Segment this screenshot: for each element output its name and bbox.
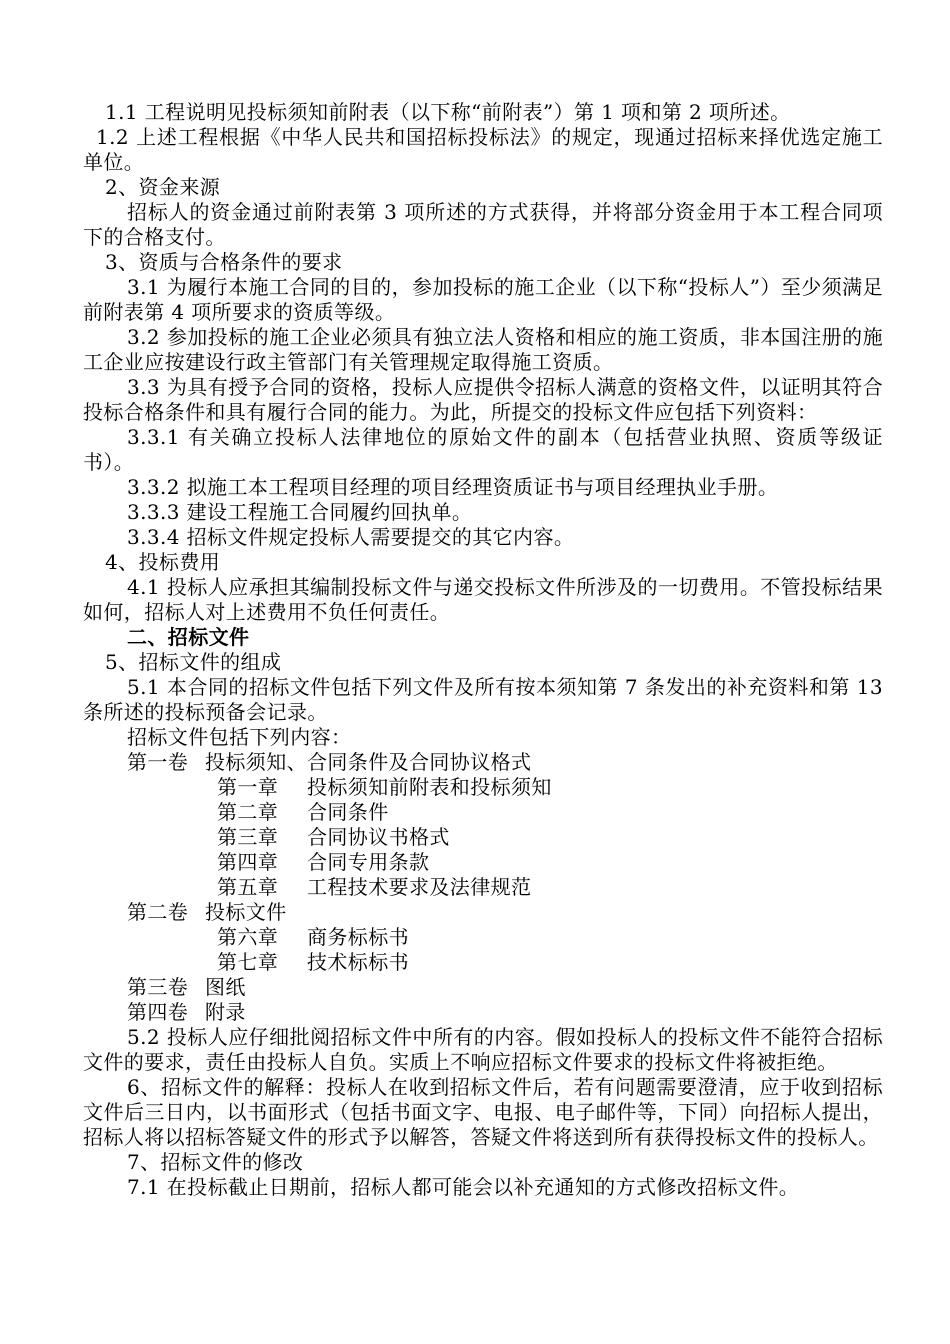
paragraph: 3、资质与合格条件的要求: [105, 250, 343, 274]
chapter-entry: [83, 925, 883, 950]
volume-entry: [83, 750, 883, 775]
chapter-title: 合同专用条款: [307, 850, 430, 874]
chapter-title: 商务标标书: [307, 925, 409, 949]
volume-label: 第二卷: [127, 900, 189, 924]
paragraph: 7.1 在投标截止日期前，招标人都可能会以补充通知的方式修改招标文件。: [127, 1175, 800, 1199]
paragraph: 4、投标费用: [105, 550, 221, 574]
volume-label: 第一卷: [127, 750, 189, 774]
paragraph: 6、招标文件的解释：投标人在收到招标文件后，若有问题需要澄清，应于收到招标文件后三日内，以书面形式（包括书面文字、电报、电子邮件等，下同）向招标人提出，招标人将以招标答疑文件的形式予以解答，答疑文件将送到所有获得投标文件的投标人。: [83, 1075, 883, 1149]
volume-label: 第三卷: [127, 975, 189, 999]
paragraph: 3.2 参加投标的施工企业必须具有独立法人资格和相应的施工资质，非本国注册的施工企业应按建设行政主管部门有关管理规定取得施工资质。: [83, 325, 883, 374]
volume-entry: [83, 975, 883, 1000]
paragraph: 招标文件包括下列内容：: [127, 725, 352, 749]
paragraph: 3.3.2 拟施工本工程项目经理的项目经理资质证书与项目经理执业手册。: [127, 475, 779, 499]
chapter-title: 合同协议书格式: [307, 825, 450, 849]
chapter-label: 第七章: [217, 950, 279, 974]
paragraph: 3.3 为具有授予合同的资格，投标人应提供令招标人满意的资格文件，以证明其符合投标合格条件和具有履行合同的能力。为此，所提交的投标文件应包括下列资料：: [83, 375, 883, 424]
chapter-title: 合同条件: [307, 800, 389, 824]
chapter-entry: [83, 875, 883, 900]
paragraph: 1.1 工程说明见投标须知前附表（以下称“前附表”）第 1 项和第 2 项所述。: [105, 100, 791, 124]
paragraph: 3.1 为履行本施工合同的目的，参加投标的施工企业（以下称“投标人”）至少须满足前附表第 4 项所要求的资质等级。: [83, 275, 883, 324]
paragraph: 招标人的资金通过前附表第 3 项所述的方式获得，并将部分资金用于本工程合同项下的合格支付。: [83, 200, 883, 249]
chapter-label: 第一章: [217, 775, 279, 799]
paragraph: 3.3.3 建设工程施工合同履约回执单。: [127, 500, 473, 524]
paragraph: 4.1 投标人应承担其编制投标文件与递交投标文件所涉及的一切费用。不管投标结果如何，招标人对上述费用不负任何责任。: [83, 575, 883, 624]
chapter-title: 投标须知前附表和投标须知: [307, 775, 552, 799]
chapter-title: 工程技术要求及法律规范: [307, 875, 532, 899]
chapter-label: 第二章: [217, 800, 279, 824]
closing-paragraphs: [83, 1025, 883, 1200]
document-body: [83, 100, 883, 1200]
paragraph: 7、招标文件的修改: [127, 1150, 304, 1174]
intro-paragraphs: [83, 100, 883, 750]
paragraph: 5、招标文件的组成: [105, 650, 282, 674]
section-heading: 二、招标文件: [127, 625, 250, 649]
paragraph: 1.2 上述工程根据《中华人民共和国招标投标法》的规定，现通过招标来择优选定施工单位。: [83, 125, 883, 174]
chapter-label: 第六章: [217, 925, 279, 949]
chapter-entry: [83, 825, 883, 850]
chapter-entry: [83, 800, 883, 825]
paragraph: 5.1 本合同的招标文件包括下列文件及所有按本须知第 7 条发出的补充资料和第 13 条所述的投标预备会记录。: [83, 675, 883, 724]
chapter-label: 第三章: [217, 825, 279, 849]
chapter-entry: [83, 850, 883, 875]
volume-label: 第四卷: [127, 1000, 189, 1024]
volume-entry: [83, 900, 883, 925]
paragraph: 2、资金来源: [105, 175, 221, 199]
chapter-label: 第四章: [217, 850, 279, 874]
chapter-title: 技术标标书: [307, 950, 409, 974]
volume-entry: [83, 1000, 883, 1025]
chapter-entry: [83, 950, 883, 975]
paragraph: 5.2 投标人应仔细批阅招标文件中所有的内容。假如投标人的投标文件不能符合招标文件的要求，责任由投标人自负。实质上不响应招标文件要求的投标文件将被拒绝。: [83, 1025, 883, 1074]
chapter-label: 第五章: [217, 875, 279, 899]
tender-contents-list: [83, 750, 883, 1025]
paragraph: 3.3.1 有关确立投标人法律地位的原始文件的副本（包括营业执照、资质等级证书）。: [83, 425, 883, 474]
volume-title: 图纸: [205, 975, 246, 999]
volume-title: 投标文件: [205, 900, 287, 924]
volume-title: 投标须知、合同条件及合同协议格式: [205, 750, 532, 774]
chapter-entry: [83, 775, 883, 800]
paragraph: 3.3.4 招标文件规定投标人需要提交的其它内容。: [127, 525, 575, 549]
volume-title: 附录: [205, 1000, 246, 1024]
